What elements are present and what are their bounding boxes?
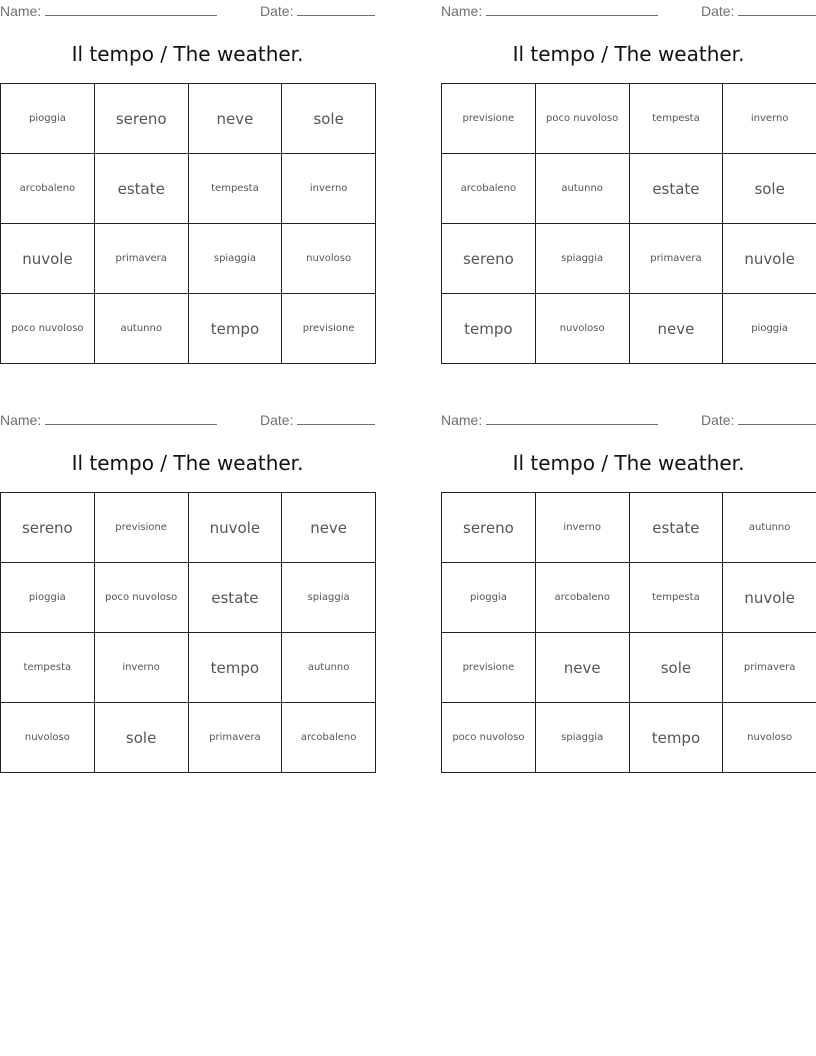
bingo-cell: tempo <box>629 703 723 773</box>
bingo-cell: autunno <box>94 294 188 364</box>
bingo-cell: sereno <box>94 84 188 154</box>
bingo-cell: spiaggia <box>535 224 629 294</box>
bingo-cell: neve <box>535 633 629 703</box>
name-blank-line <box>486 2 658 16</box>
bingo-cell: sereno <box>442 224 536 294</box>
grid-row <box>442 154 816 224</box>
date-label: Date: <box>701 412 735 428</box>
name-blank-line <box>486 411 658 425</box>
bingo-cell: inverno <box>723 84 816 154</box>
bingo-cell: nuvoloso <box>723 703 816 773</box>
grid-row <box>1 703 376 773</box>
card-title: Il tempo / The weather. <box>512 42 745 66</box>
bingo-cell: neve <box>282 493 376 563</box>
card-header <box>441 409 816 431</box>
bingo-cell: inverno <box>282 154 376 224</box>
bingo-cell: arcobaleno <box>1 154 95 224</box>
bingo-cell: poco nuvoloso <box>1 294 95 364</box>
bingo-cell: sole <box>94 703 188 773</box>
bingo-cell: nuvoloso <box>1 703 95 773</box>
grid-row <box>442 633 816 703</box>
bingo-grid <box>0 492 376 773</box>
bingo-cell: sereno <box>442 493 536 563</box>
bingo-cell: poco nuvoloso <box>94 563 188 633</box>
grid-row <box>442 493 816 563</box>
bingo-cell: poco nuvoloso <box>442 703 536 773</box>
bingo-cell: tempesta <box>188 154 282 224</box>
bingo-cell: sole <box>629 633 723 703</box>
grid-row <box>1 633 376 703</box>
card-header <box>0 0 376 22</box>
bingo-grid <box>0 83 376 364</box>
name-blank-line <box>45 411 217 425</box>
bingo-cell: previsione <box>94 493 188 563</box>
date-field <box>260 2 375 19</box>
bingo-cell: nuvole <box>723 563 816 633</box>
bingo-cell: spiaggia <box>282 563 376 633</box>
bingo-grid <box>441 83 816 364</box>
bingo-cell: primavera <box>629 224 723 294</box>
bingo-cell: tempesta <box>629 563 723 633</box>
card-title: Il tempo / The weather. <box>71 42 304 66</box>
card-title: Il tempo / The weather. <box>71 451 304 475</box>
name-label: Name: <box>0 3 42 19</box>
bingo-cell: tempo <box>442 294 536 364</box>
bingo-cell: arcobaleno <box>442 154 536 224</box>
bingo-cell: spiaggia <box>535 703 629 773</box>
bingo-cell: primavera <box>94 224 188 294</box>
bingo-cell: spiaggia <box>188 224 282 294</box>
grid-row <box>1 84 376 154</box>
bingo-cell: poco nuvoloso <box>535 84 629 154</box>
grid-row <box>442 224 816 294</box>
grid-row <box>442 84 816 154</box>
bingo-cell: inverno <box>94 633 188 703</box>
name-label: Name: <box>441 3 483 19</box>
name-field <box>0 2 217 19</box>
name-field <box>441 411 658 428</box>
grid-row <box>442 563 816 633</box>
date-label: Date: <box>701 3 735 19</box>
bingo-cell: neve <box>188 84 282 154</box>
date-blank-line <box>297 2 375 16</box>
bingo-cell: nuvoloso <box>535 294 629 364</box>
bingo-cell: primavera <box>723 633 816 703</box>
grid-row <box>1 493 376 563</box>
name-label: Name: <box>0 412 42 428</box>
bingo-card <box>0 0 376 338</box>
bingo-cell: nuvoloso <box>282 224 376 294</box>
name-blank-line <box>45 2 217 16</box>
bingo-cell: tempo <box>188 294 282 364</box>
date-field <box>701 2 816 19</box>
bingo-cell: estate <box>94 154 188 224</box>
name-field <box>0 411 217 428</box>
bingo-cell: neve <box>629 294 723 364</box>
bingo-cell: nuvole <box>1 224 95 294</box>
date-blank-line <box>738 411 816 425</box>
bingo-cell: estate <box>629 493 723 563</box>
bingo-cell: estate <box>629 154 723 224</box>
date-blank-line <box>738 2 816 16</box>
bingo-cell: sole <box>723 154 816 224</box>
bingo-cell: sereno <box>1 493 95 563</box>
bingo-cell: arcobaleno <box>282 703 376 773</box>
bingo-cell: previsione <box>442 633 536 703</box>
bingo-cell: nuvole <box>723 224 816 294</box>
card-title: Il tempo / The weather. <box>512 451 745 475</box>
bingo-cell: previsione <box>282 294 376 364</box>
date-field <box>701 411 816 428</box>
name-field <box>441 2 658 19</box>
bingo-cell: autunno <box>535 154 629 224</box>
bingo-cell: estate <box>188 563 282 633</box>
bingo-cell: autunno <box>723 493 816 563</box>
bingo-cell: sole <box>282 84 376 154</box>
grid-row <box>442 703 816 773</box>
bingo-cell: pioggia <box>723 294 816 364</box>
grid-row <box>1 294 376 364</box>
bingo-cell: pioggia <box>1 563 95 633</box>
bingo-cell: arcobaleno <box>535 563 629 633</box>
bingo-cell: primavera <box>188 703 282 773</box>
card-header <box>441 0 816 22</box>
bingo-cell: pioggia <box>442 563 536 633</box>
date-label: Date: <box>260 3 294 19</box>
bingo-grid <box>441 492 816 773</box>
bingo-cell: pioggia <box>1 84 95 154</box>
bingo-cell: nuvole <box>188 493 282 563</box>
date-label: Date: <box>260 412 294 428</box>
date-field <box>260 411 375 428</box>
bingo-card <box>441 409 816 747</box>
date-blank-line <box>297 411 375 425</box>
grid-row <box>1 224 376 294</box>
grid-row <box>1 563 376 633</box>
bingo-cell: previsione <box>442 84 536 154</box>
bingo-cell: inverno <box>535 493 629 563</box>
grid-row <box>1 154 376 224</box>
bingo-cell: autunno <box>282 633 376 703</box>
grid-row <box>442 294 816 364</box>
bingo-card <box>441 0 816 338</box>
bingo-cell: tempesta <box>1 633 95 703</box>
bingo-card <box>0 409 376 747</box>
name-label: Name: <box>441 412 483 428</box>
card-header <box>0 409 376 431</box>
bingo-cell: tempo <box>188 633 282 703</box>
bingo-cell: tempesta <box>629 84 723 154</box>
